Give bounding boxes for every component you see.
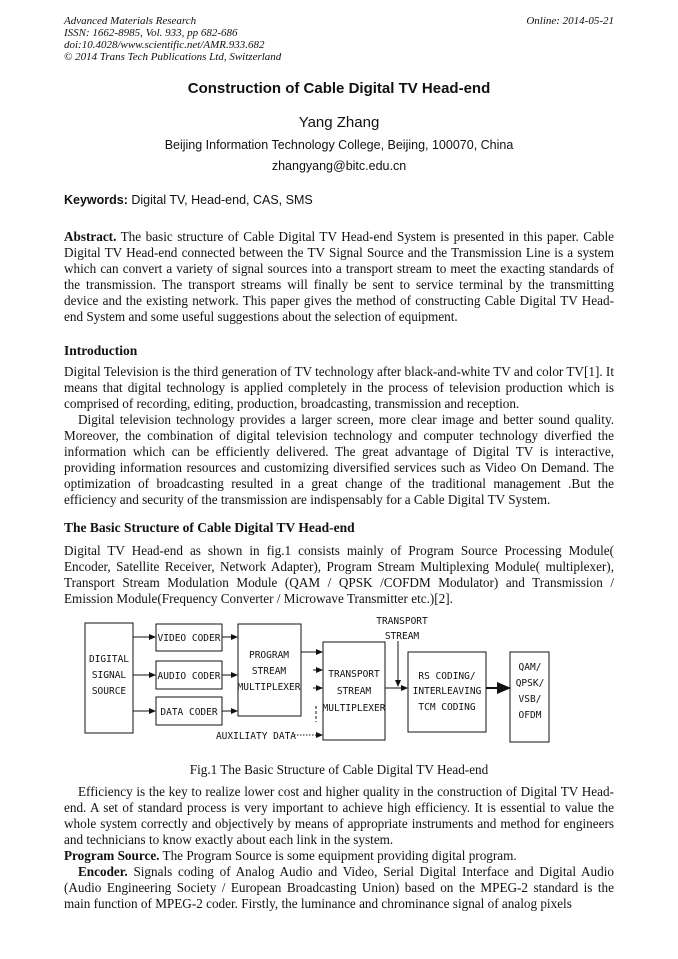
diagram-label: SIGNAL [91,670,127,681]
encoder-label: Encoder. [78,864,128,879]
diagram-label: VIDEO CODER [157,633,221,644]
affiliation: Beijing Information Technology College, Beijing, 100070, China [164,138,514,152]
diagram-label: VSB/ [518,694,542,705]
structure-p1: Digital TV Head-end as shown in fig.1 consists mainly of Program Source Processing Module( Encoder, Satellite Receiver, Network Adapter), Program Stream Multiplexing Module( multiplexer), Transport Stream Modulation Module (QAM / QPSK /COFDM Modulator) and Transmission / Emission Module(Frequency Converter / Microwave Transmitter etc.)[2]. [64,543,614,606]
encoder-text: Signals coding of Analog Audio and Video, Serial Digital Interface and Digital Audio (Audio Engineering Society / European Broadcasting Union) based on the MPEG-2 standard is the main function of MPEG-2 coder. Firstly, the luminance and chrominance signal of analog pixels [64,864,614,911]
diagram-label: SOURCE [91,686,127,697]
diagram-label: OFDM [518,710,542,721]
diagram-label: AUDIO CODER [157,671,221,682]
intro-heading: Introduction [64,343,138,358]
diagram-label: STREAM [336,686,372,697]
issn: ISSN: 1662-8985, Vol. 933, pp 682-686 [64,27,238,39]
paper-title: Construction of Cable Digital TV Head-end [187,80,491,97]
journal-name: Advanced Materials Research [64,15,197,27]
diagram-label: TCM CODING [418,702,476,713]
diagram-label: QAM/ [518,662,542,673]
online-date: Online: 2014-05-21 [526,15,614,27]
diagram-label: PROGRAM [248,650,290,661]
diagram-label: TRANSPORT [376,616,428,627]
structure-heading: The Basic Structure of Cable Digital TV Head-end [64,520,355,535]
diagram-label: AUXILIATY DATA [215,731,297,742]
diagram-label: STREAM [384,631,420,642]
diagram-label: MULTIPLEXER [237,682,301,693]
intro-p1: Digital Television is the third generation of TV technology after black-and-white TV and color TV[1]. It means that digital technology is applied completely in the process of television production which is comprised of recording, editing, production, broadcasting, transmission and reception. [64,364,614,411]
diagram-label: DATA CODER [160,707,218,718]
abstract-label: Abstract. [64,229,117,244]
diagram-label: DIGITAL [88,654,130,665]
copyright: © 2014 Trans Tech Publications Ltd, Switzerland [64,51,282,63]
keywords-label: Keywords: [64,193,128,207]
author: Yang Zhang [298,114,380,131]
diagram-label: MULTIPLEXER [322,703,386,714]
doi: doi:10.4028/www.scientific.net/AMR.933.682 [64,39,265,51]
intro-p2: Digital television technology provides a larger screen, more clear image and better sound quality. Moreover, the combination of digital television technology and computer technology diverfied the information which can be efficiently delivered. The great advantage of Digital TV is interactive, providing information resources and customizing diversified services such as Video On Demand. The optimization of broadcasting resulted in a great change of the traditional management .But the efficiency and security of the transmission are indispensably for a Cable Digital TV System. [64,412,614,507]
diagram-label: STREAM [251,666,287,677]
program-source-text: The Program Source is some equipment providing digital program. [159,848,517,863]
program-source-label: Program Source. [64,848,160,863]
efficiency-paragraph: Efficiency is the key to realize lower cost and higher quality in the construction of Digital TV Head-end. A set of standard process is very important to achieve high efficiency. It is essential to value the whole system correctly and objectively by means of appropriate instruments and method for engineers and technicians to know exactly about each link in the system. [64,784,614,847]
after-figure-body [64,784,614,912]
keywords-text: Digital TV, Head-end, CAS, SMS [127,193,313,207]
email: zhangyang@bitc.edu.cn [271,159,407,173]
diagram-label: RS CODING/ [418,671,476,682]
diagram-label: QPSK/ [515,678,545,689]
figure-caption: Fig.1 The Basic Structure of Cable Digital TV Head-end [189,762,489,777]
abstract-text: The basic structure of Cable Digital TV Head-end System is presented in this paper. Cable Digital TV Head-end connected between the TV Signal Source and the Transmission Line is a system which can convert a variety of signal sources into a transport stream to meet the exacting standards of the transmission. The transport streams will finally be sent to service terminal by the transmitting device and the existing network. This paper gives the method of constructing Cable Digital TV Head-end System and some useful suggestions about the selection of equipment. [64,229,614,324]
diagram-label: INTERLEAVING [412,686,482,697]
diagram-label: TRANSPORT [328,669,380,680]
